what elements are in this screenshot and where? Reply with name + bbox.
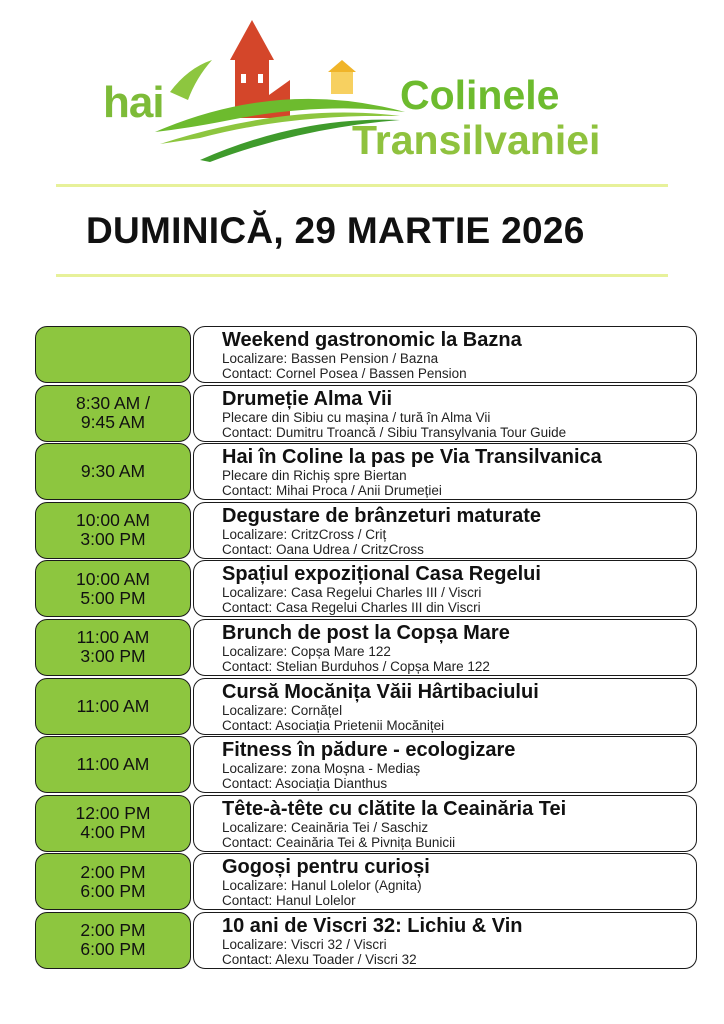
bottom-divider (56, 274, 668, 277)
event-contact: Contact: Casa Regelui Charles III din Viscri (222, 600, 481, 616)
time-end: 4:00 PM (80, 822, 146, 843)
event-info (193, 385, 697, 442)
house-roof-icon (328, 60, 356, 72)
event-schedule (35, 326, 697, 971)
event-location: Localizare: Bassen Pension / Bazna (222, 351, 439, 366)
house-body-icon (331, 72, 353, 94)
logo-title-line1: Colinele (400, 72, 560, 118)
time-end: 5:00 PM (80, 587, 146, 608)
event-contact: Contact: Stelian Burduhos / Copșa Mare 122 (222, 658, 490, 674)
bird-icon (170, 60, 212, 100)
time-start: 2:00 PM (80, 920, 146, 941)
event-contact: Contact: Mihai Proca / Anii Drumeției (222, 483, 442, 499)
event-time (35, 853, 191, 910)
event-info (193, 795, 697, 852)
time-start: 11:00 AM (76, 627, 150, 648)
event-info (193, 619, 697, 676)
time-start: 9:30 AM (80, 461, 146, 482)
event-info (193, 560, 697, 617)
event-time (35, 385, 191, 442)
time-start: 10:00 AM (76, 568, 150, 589)
time-end: 3:00 PM (80, 646, 146, 667)
event-row (35, 853, 697, 910)
event-info (193, 912, 697, 969)
event-row (35, 443, 697, 500)
event-time (35, 912, 191, 969)
event-info (193, 853, 697, 910)
event-location: Localizare: Cornățel (222, 702, 343, 718)
event-title: Brunch de post la Copșa Mare (222, 621, 510, 644)
event-title: Hai în Coline la pas pe Via Transilvanica (222, 446, 602, 469)
event-row (35, 678, 697, 735)
event-location: Localizare: Ceainăria Tei / Saschiz (222, 819, 429, 835)
time-start: 10:00 AM (76, 510, 150, 531)
event-time (35, 326, 191, 383)
logo (100, 20, 630, 180)
time-start: 2:00 PM (80, 861, 146, 882)
time-start: 11:00 AM (76, 754, 150, 775)
event-title: 10 ani de Viscri 32: Lichiu & Vin (222, 914, 523, 937)
event-title: Degustare de brânzeturi maturate (222, 504, 541, 527)
event-row (35, 619, 697, 676)
event-info (193, 326, 697, 383)
tower-roof-icon (230, 20, 274, 60)
event-row (35, 736, 697, 793)
event-title: Cursă Mocănița Văii Hârtibaciului (222, 680, 539, 703)
event-time (35, 560, 191, 617)
event-info (193, 443, 697, 500)
event-row (35, 385, 697, 442)
event-title: Gogoși pentru curioși (222, 856, 430, 879)
event-title: Spațiul expozițional Casa Regelui (222, 563, 541, 586)
time-end: 9:45 AM (80, 412, 146, 433)
event-contact: Contact: Cornel Posea / Bassen Pension (222, 366, 467, 381)
event-location: Localizare: Casa Regelui Charles III / Viscri (222, 585, 482, 601)
event-location: Plecare din Sibiu cu mașina / tură în Alma Vii (222, 409, 491, 425)
event-contact: Contact: Dumitru Troancă / Sibiu Transylvania Tour Guide (222, 424, 567, 440)
event-location: Localizare: CritzCross / Criț (222, 526, 387, 542)
time-end: 6:00 PM (80, 939, 146, 960)
event-time (35, 502, 191, 559)
page-title: DUMINICĂ, 29 MARTIE 2026 (86, 210, 585, 251)
event-title: Tête-à-tête cu clătite la Ceainăria Tei (222, 797, 567, 820)
time-end: 6:00 PM (80, 880, 146, 901)
event-location: Localizare: Copșa Mare 122 (222, 643, 391, 659)
logo-title-line2: Transilvaniei (352, 117, 601, 163)
event-info (193, 678, 697, 735)
event-time (35, 736, 191, 793)
event-title: Weekend gastronomic la Bazna (222, 329, 522, 351)
event-row (35, 795, 697, 852)
event-time (35, 619, 191, 676)
logo-hai-text: hai (103, 78, 164, 127)
event-contact: Contact: Hanul Lolelor (222, 893, 356, 909)
event-row (35, 502, 697, 559)
top-divider (56, 184, 668, 187)
event-contact: Contact: Ceainăria Tei & Pivnița Bunicii (222, 834, 456, 850)
event-location: Plecare din Richiș spre Biertan (222, 468, 407, 484)
event-row (35, 912, 697, 969)
event-location: Localizare: Hanul Lolelor (Agnita) (222, 878, 422, 894)
event-row (35, 326, 697, 383)
event-location: Localizare: zona Moșna - Mediaș (222, 761, 421, 777)
time-start: 11:00 AM (76, 695, 150, 716)
event-row (35, 560, 697, 617)
event-time (35, 678, 191, 735)
time-start: 8:30 AM / (76, 393, 150, 414)
event-info (193, 502, 697, 559)
event-contact: Contact: Asociația Dianthus (222, 776, 388, 792)
event-contact: Contact: Alexu Toader / Viscri 32 (222, 951, 417, 967)
event-title: Fitness în pădure - ecologizare (222, 739, 516, 762)
event-time (35, 795, 191, 852)
event-location: Localizare: Viscri 32 / Viscri (222, 936, 387, 952)
event-title: Drumeție Alma Vii (222, 387, 393, 410)
event-contact: Contact: Oana Udrea / CritzCross (222, 541, 424, 557)
time-start: 12:00 PM (75, 803, 151, 824)
event-contact: Contact: Asociația Prietenii Mocăniței (222, 717, 445, 733)
event-info (193, 736, 697, 793)
event-time (35, 443, 191, 500)
time-end: 3:00 PM (80, 529, 146, 550)
